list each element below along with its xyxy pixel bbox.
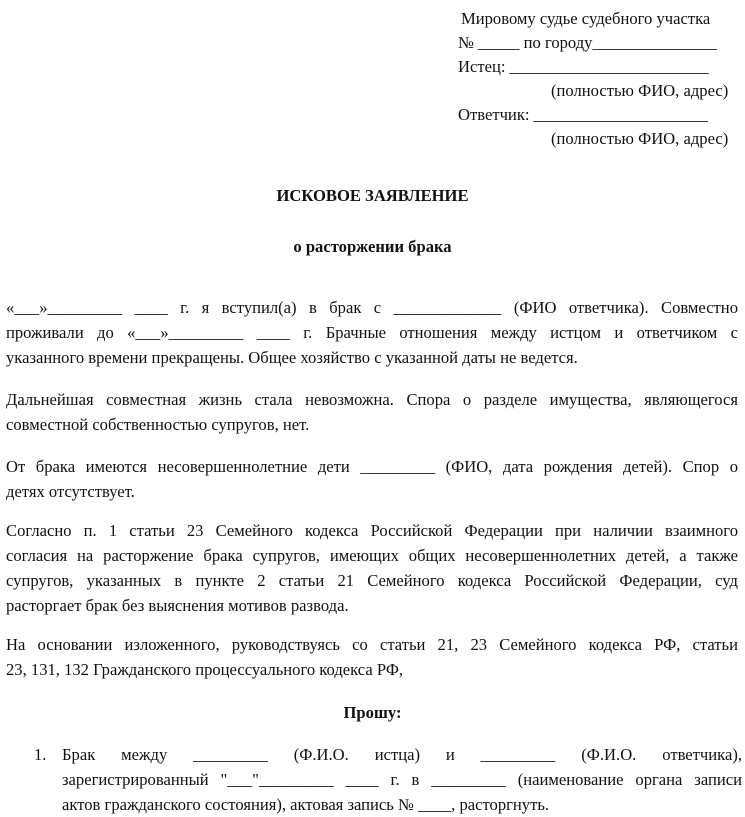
paragraph-children [6, 454, 738, 504]
request-item [62, 742, 742, 817]
paragraph-line: Согласно п. 1 статьи 23 Семейного кодекса Российской Федерации при наличии взаимного [6, 521, 738, 540]
request-heading: Прошу: [343, 703, 402, 722]
item-line: зарегистрированный "___"_________ ____ г. в _________ (наименование органа записи [62, 770, 742, 789]
paragraph-line: согласия на расторжение брака супругов, имеющих общих несовершеннолетних детей, а также [6, 546, 738, 565]
paragraph-line: 23, 131, 132 Гражданского процессуального кодекса РФ, [6, 660, 404, 679]
paragraph-law [6, 518, 738, 618]
header-plaintiff: Истец: ________________________ [458, 57, 709, 76]
item-line: Брак между _________ (Ф.И.О. истца) и _________ (Ф.И.О. ответчика), [62, 745, 742, 764]
paragraph-property [6, 387, 738, 437]
paragraph-line: Дальнейшая совместная жизнь стала невозможна. Спора о разделе имущества, являющегося [6, 390, 738, 409]
paragraph-line: супругов, указанных в пункте 2 статьи 21 Семейного кодекса Российской Федерации, суд [6, 571, 738, 590]
paragraph-line: детях отсутствует. [6, 482, 135, 501]
header-defendant: Ответчик: _____________________ [458, 105, 708, 124]
header-court: Мировому судье судебного участка [461, 9, 711, 28]
document-subtitle: о расторжении брака [293, 237, 452, 256]
item-line: актов гражданского состояния), актовая запись № ____, расторгнуть. [62, 795, 550, 814]
paragraph-line: совместной собственностью супругов, нет. [6, 415, 310, 434]
paragraph-line: «___»_________ ____ г. я вступил(а) в брак с _____________ (ФИО ответчика). Совместно [6, 298, 738, 317]
paragraph-line: указанного времени прекращены. Общее хозяйство с указанной даты не ведется. [6, 348, 578, 367]
item-number: 1. [34, 745, 47, 764]
header-plaintiff-hint: (полностью ФИО, адрес) [551, 81, 729, 100]
paragraph-line: От брака имеются несовершеннолетние дети _________ (ФИО, дата рождения детей). Спор о [6, 457, 738, 476]
paragraph-grounds [6, 632, 738, 682]
paragraph-line: проживали до «___»_________ ____ г. Брачные отношения между истцом и ответчиком с [6, 323, 738, 342]
header-defendant-hint: (полностью ФИО, адрес) [551, 129, 729, 148]
paragraph-line: расторгает брак без выяснения мотивов развода. [6, 596, 349, 615]
paragraph-line: На основании изложенного, руководствуясь со статьи 21, 23 Семейного кодекса РФ, статьи [6, 635, 738, 654]
paragraph-marriage [6, 295, 738, 370]
document-title: ИСКОВОЕ ЗАЯВЛЕНИЕ [276, 186, 469, 205]
header-district: № _____ по городу_______________ [458, 33, 717, 52]
